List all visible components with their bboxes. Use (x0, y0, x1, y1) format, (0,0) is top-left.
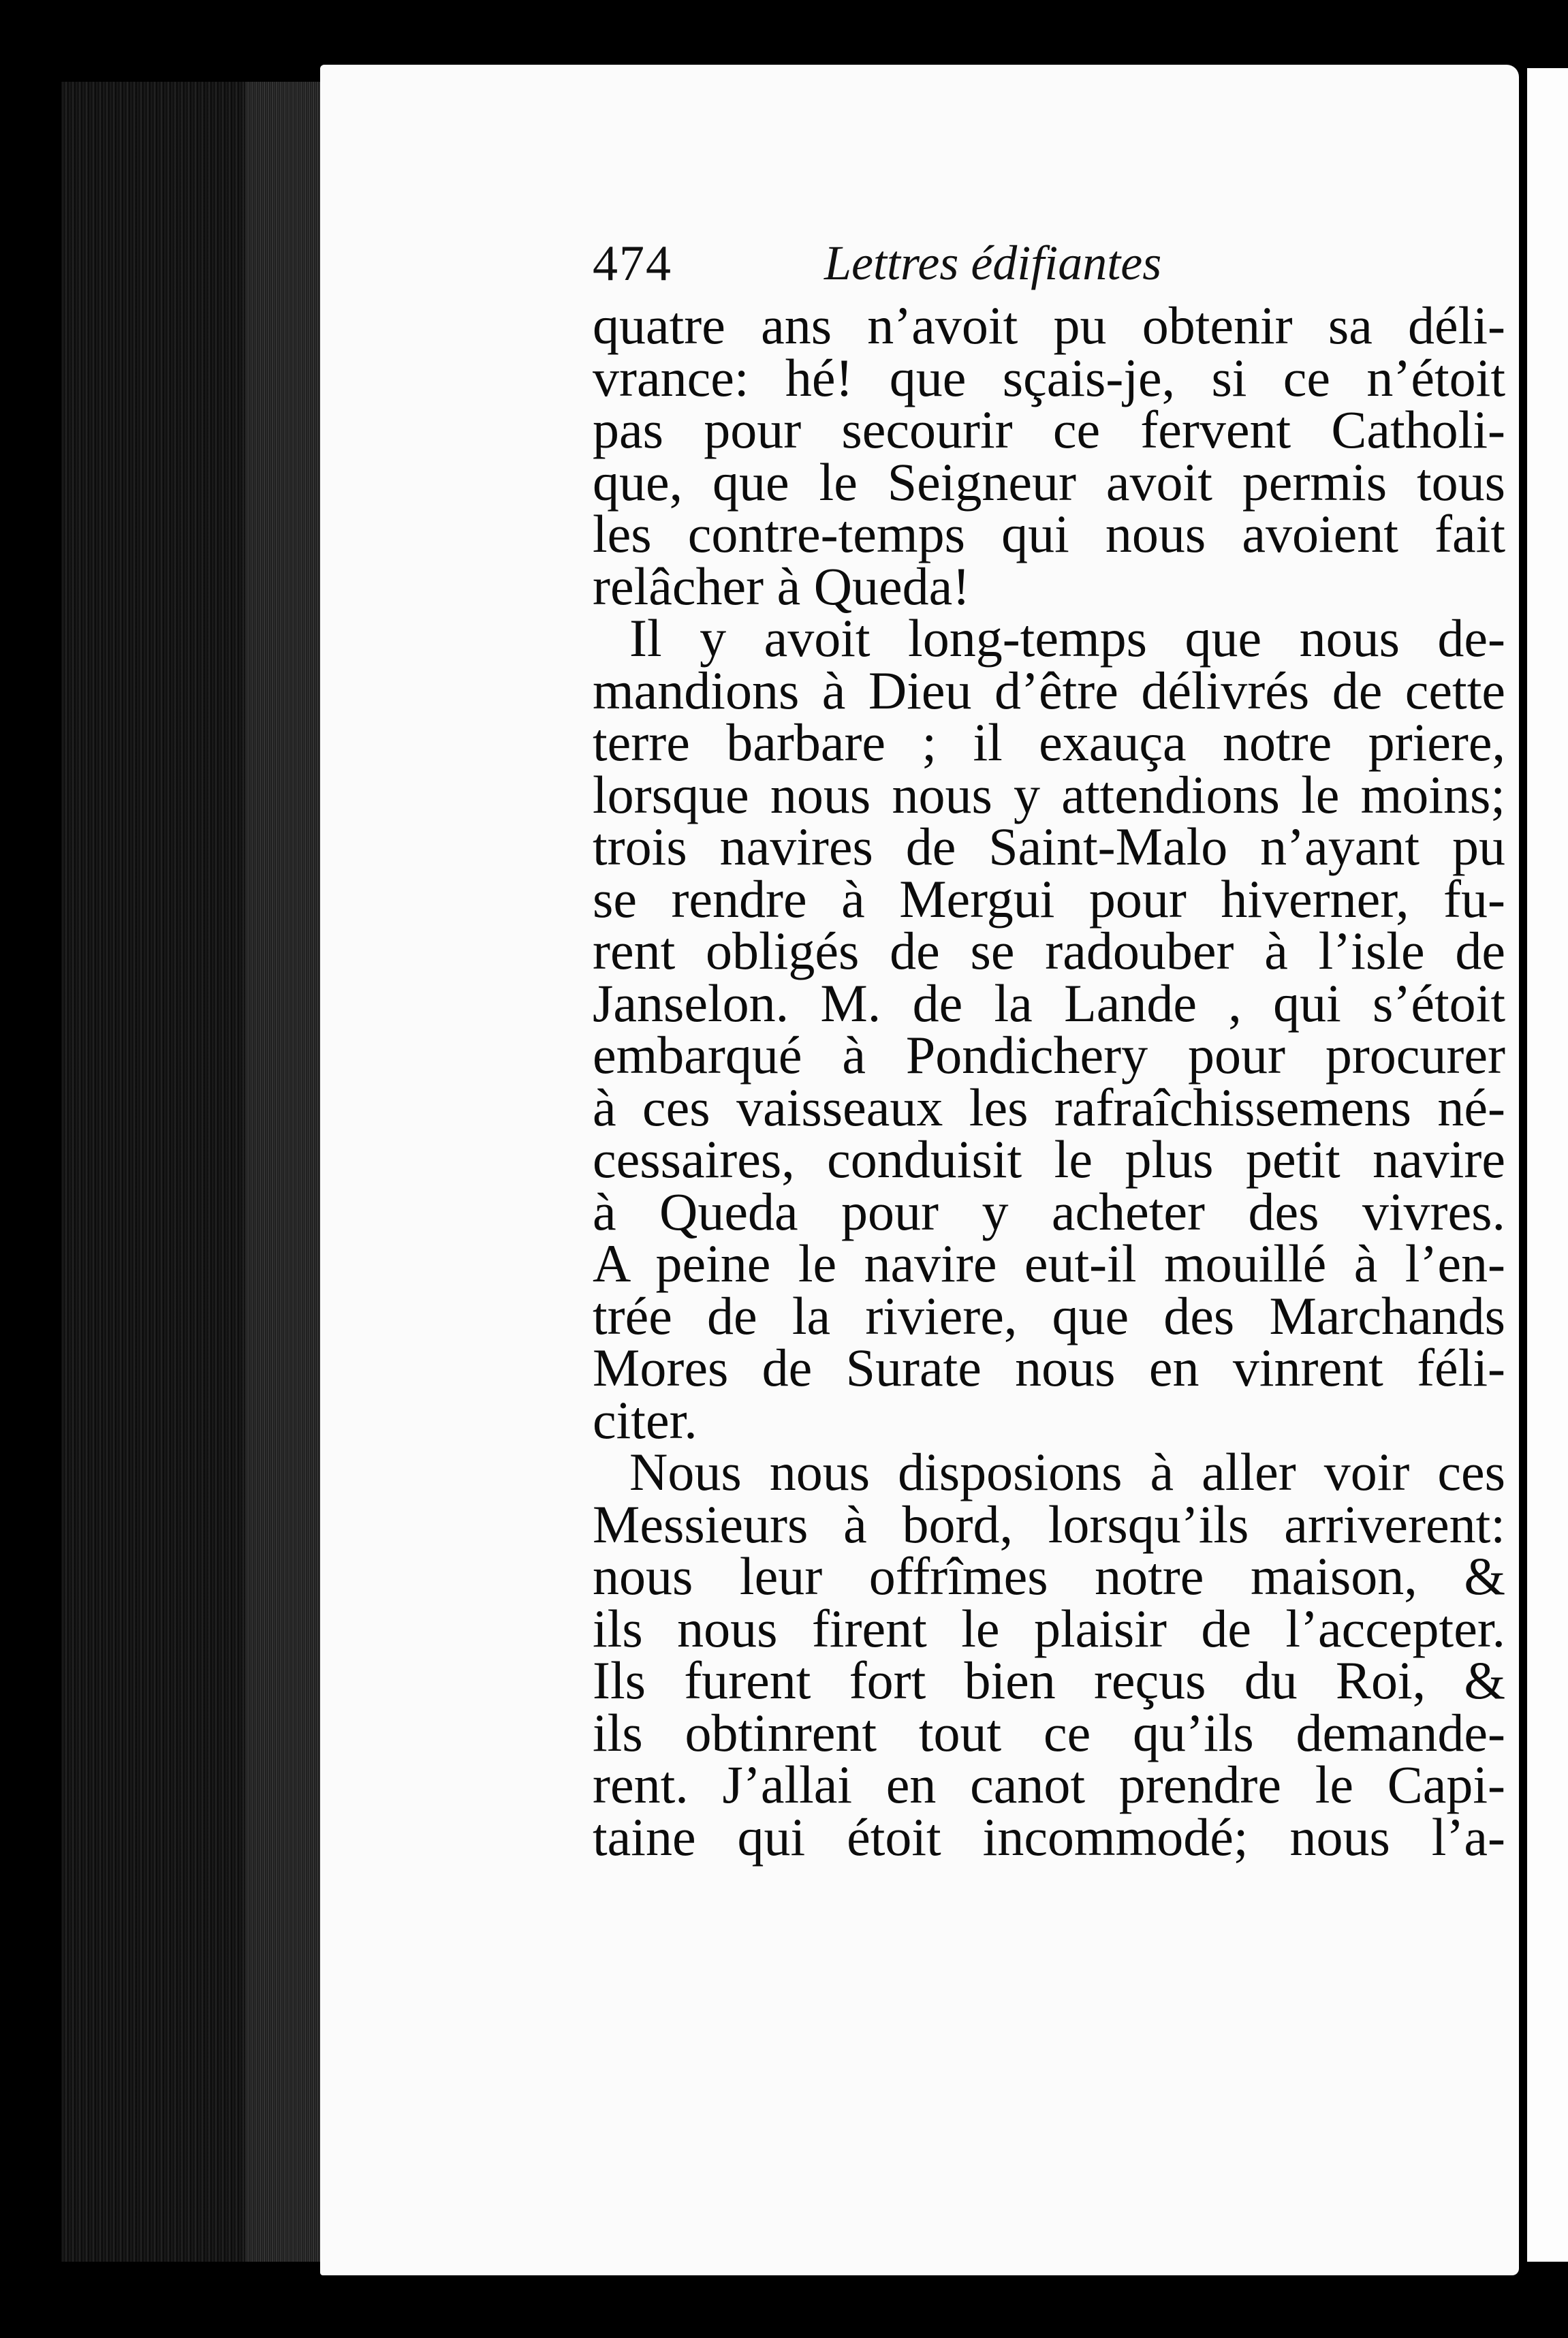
text-line: embarqué à Pondichery pour procurer (593, 1025, 1505, 1085)
text-line: que, que le Seigneur avoit permis tous (593, 452, 1505, 512)
text-line: relâcher à Queda! (593, 556, 971, 616)
text-line: trée de la riviere, que des Marchands (593, 1285, 1505, 1345)
text-line: ils nous firent le plaisir de l’accepter. (593, 1598, 1505, 1658)
text-line: vrance: hé! que sçais-je, si ce n’étoit (593, 347, 1505, 407)
text-line: à Queda pour y acheter des vivres. (593, 1181, 1505, 1241)
facing-page-edge (1518, 68, 1568, 2262)
book-page (320, 65, 1519, 2275)
text-line: nous leur offrîmes notre maison, & (593, 1546, 1505, 1606)
text-line: terre barbare ; il exauça notre priere, (593, 713, 1505, 772)
text-line: taine qui étoit incommodé; nous l’a- (593, 1807, 1505, 1867)
text-line: quatre ans n’avoit pu obtenir sa déli- (593, 296, 1505, 355)
text-line: lorsque nous nous y attendions le moins; (593, 764, 1505, 824)
text-line: les contre-temps qui nous avoient fait (593, 504, 1505, 563)
text-line: Mores de Surate nous en vinrent féli- (593, 1338, 1505, 1397)
paragraph-start-line: Nous nous disposions à aller voir ces (629, 1442, 1505, 1501)
body-text (593, 296, 1505, 1867)
text-line: citer. (593, 1390, 697, 1450)
text-line: Ils furent fort bien reçus du Roi, & (593, 1651, 1505, 1710)
running-title: Lettres édifiantes (824, 236, 1162, 290)
text-line: ils obtinrent tout ce qu’ils demande- (593, 1702, 1505, 1762)
text-line: cessaires, conduisit le plus petit navire (593, 1129, 1505, 1189)
text-line: Messieurs à bord, lorsqu’ils arriverent: (593, 1494, 1505, 1554)
paragraph-start-line: Il y avoit long-temps que nous de- (629, 608, 1505, 668)
text-line: à ces vaisseaux les rafraîchissemens né- (593, 1077, 1505, 1137)
page-number: 474 (593, 236, 672, 292)
text-line: se rendre à Mergui pour hiverner, fu- (593, 869, 1505, 929)
text-line: trois navires de Saint-Malo n’ayant pu (593, 817, 1505, 876)
text-line: Janselon. M. de la Lande , qui s’étoit (593, 973, 1505, 1033)
text-line: rent obligés de se radouber à l’isle de (593, 921, 1505, 980)
text-line: pas pour secourir ce fervent Catholi- (593, 400, 1505, 459)
text-line: mandions à Dieu d’être délivrés de cette (593, 660, 1505, 720)
text-line: A peine le navire eut-il mouillé à l’en- (593, 1234, 1505, 1293)
text-line: rent. J’allai en canot prendre le Capi- (593, 1755, 1505, 1814)
